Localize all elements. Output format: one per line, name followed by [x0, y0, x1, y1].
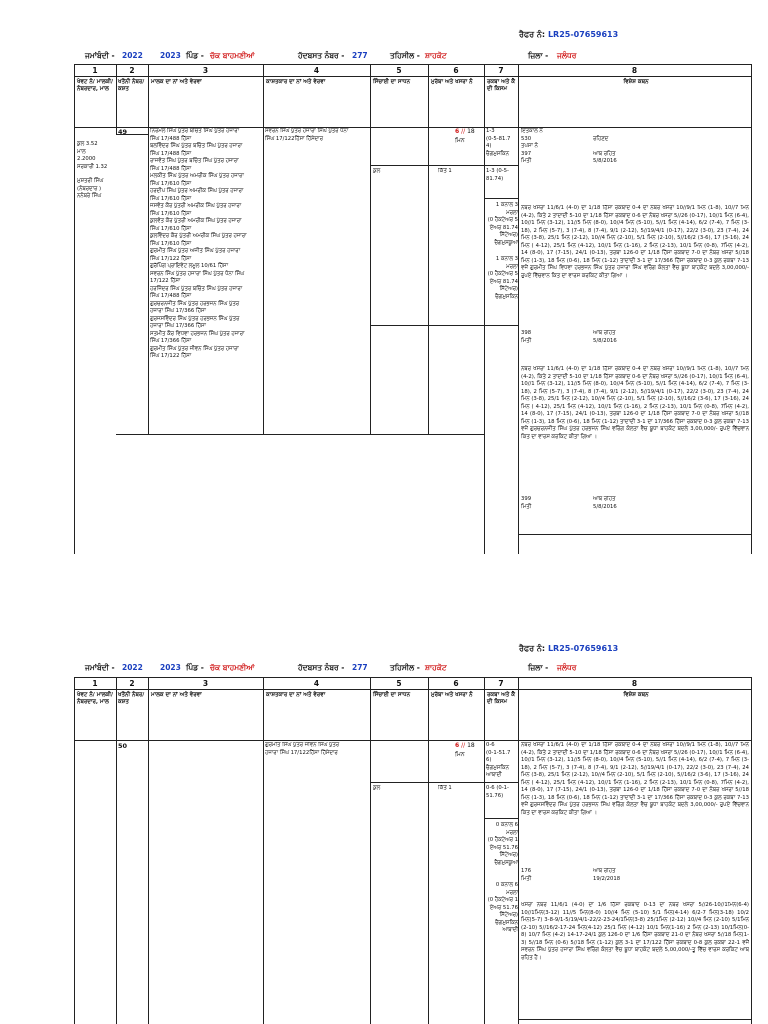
- village-name: ਚੱਕ ਬਾਹਮਣੀਆਂ: [210, 51, 255, 60]
- owner-line: ਗੁਰਮੀਤ ਸਿੰਘ ਪੁੱਤਰ ਜੀਵਨ ਸਿੰਘ ਪੁੱਤਰ ਹਜਾਰਾ: [150, 345, 239, 352]
- column-number-1: 1: [92, 66, 98, 75]
- year-from: 2022: [122, 51, 143, 60]
- hadbast-number: 277: [352, 51, 368, 60]
- hadbast-label: ਹੱਦਬਸਤ ਨੰਬਰ -: [298, 51, 345, 60]
- owner-line: ਜਸਵੰਤ ਕੌਰ ਪੁੱਤਰੀ ਅਮਰੀਕ ਸਿੰਘ ਪੁੱਤਰ ਹਜਾਰਾ: [150, 203, 242, 210]
- cultivator-cell: ਸਵਰਨ ਸਿੰਘ ਪੁੱਤਰ ਹਜਾਰਾ ਸਿੰਘ ਪੁੱਤਰ ਧੰਨਾ ਸਿੰਘ 17/122ਹਿੱਸਾ ਹਿੱਸੇਦਾਰ: [265, 128, 349, 142]
- header-irrigation: ਸਿੰਚਾਈ ਦਾ ਸਾਧਨ: [373, 692, 411, 698]
- tehsil-label: ਤਹਿਸੀਲ -: [390, 663, 420, 672]
- owner-line: 17/122 ਹਿੱਸਾ: [150, 278, 181, 285]
- owner-line: ਸਿੰਘ 17/488 ਹਿੱਸਾ: [150, 135, 192, 142]
- area-total: 1-3 (0-5- 81.74): [486, 168, 509, 182]
- owner-line: ਹਜਾਰਾ ਸਿੰਘ 17/366 ਹਿੱਸਾ: [150, 323, 206, 330]
- owner-line: ਹਜਾਰਾ ਸਿੰਘ 17/366 ਹਿੱਸਾ: [150, 308, 206, 315]
- village-name: ਚੱਕ ਬਾਹਮਣੀਆਂ: [210, 663, 255, 672]
- khatauni-number: 50: [118, 742, 128, 750]
- tehsil-label: ਤਹਿਸੀਲ -: [390, 51, 420, 60]
- owner-line: ਗੁਰਜਸਵਿੰਦਰ ਸਿੰਘ ਪੁੱਤਰ ਹਰਭਜਨ ਸਿੰਘ ਪੁੱਤਰ: [150, 315, 240, 322]
- tehsil-name: ਸ਼ਾਹਕੋਟ: [425, 51, 447, 60]
- area-cell: 0-6 (0-1-51.7 6) ਚੈਗਮੁਸਕਿਨ ਆਬਾਦੀ: [486, 742, 511, 779]
- owner-line: ਹਰਜਿੰਦਰ ਸਿੰਘ ਪੁੱਤਰ ਬਚਿੰਤ ਸਿੰਘ ਪੁੱਤਰ ਹਜਾਰਾ: [150, 285, 243, 292]
- owner-line: ਕੁਲਵਿੰਦਰ ਕੌਰ ਪੁੱਤਰੀ ਅਮਰੀਕ ਸਿੰਘ ਪੁੱਤਰ ਹਜਾਰਾ: [150, 233, 247, 240]
- owner-line: ਗੁਰਚਰਨਜੀਤ ਸਿੰਘ ਪੁੱਤਰ ਹਰਭਜਨ ਸਿੰਘ ਪੁੱਤਰ: [150, 300, 240, 307]
- owner-line: ਸਿੰਘ 17/610 ਹਿੱਸਾ: [150, 210, 192, 217]
- column-number-6: 6: [453, 679, 459, 688]
- district-label: ਜ਼ਿਲਾ -: [528, 51, 549, 60]
- hadbast-number: 277: [352, 663, 368, 672]
- year-from: 2022: [122, 663, 143, 672]
- header-khewat: ਖੇਵਟ ਨੰ/ ਮਾਲਕੀ/ ਨੰਬਰਦਾਰ, ਮਾਲ: [77, 692, 114, 706]
- area-detail-2: 1 ਕਨਾਲ 3 ਮਰਲਾ (0 ਹੈਕਟੇਅਰ 5 ਏਅਰ 81.74 ਸਿੱਟੇਅਰ) ਚੈਗਮੁਸਕਿਨ: [487, 256, 518, 300]
- owner-line: ਬਲਵਿੰਦਰ ਸਿੰਘ ਪੁੱਤਰ ਬਚਿੰਤ ਸਿੰਘ ਪੁੱਤਰ ਹਜਾਰਾ: [150, 143, 243, 150]
- owner-line: ਗੁਰਮੀਤ ਸਿੰਘ ਪੁੱਤਰ ਅਜੀਤ ਸਿੰਘ ਪੁੱਤਰ ਹਜਾਰਾ: [150, 248, 241, 255]
- district-name: ਜਲੰਧਰ: [557, 51, 577, 60]
- column-number-2: 2: [129, 66, 135, 75]
- header-owner: ਮਾਲਕ ਦਾ ਨਾਂ ਅਤੇ ਵੇਰਵਾ: [151, 79, 202, 85]
- area-detail-1: 1 ਕਨਾਲ 3 ਮਰਲਾ (0 ਹੈਕਟੇਅਰ 5 ਏਅਰ 81.74 ਸਿੱਟੇਅਰ) ਚੈਗਮੁਸਕੂਆ: [487, 202, 518, 246]
- column-number-5: 5: [396, 679, 402, 688]
- mutation-text-1: ਨੰਬਰ ਖਸਰਾ 11/6/1 (4-0) ਦਾ 1/18 ਹਿੱਸਾ ਰਕਬਾਦ 0-4 ਦਾ ਨੰਬਰ ਖਸਰਾ 10//9/1 ਮਿਨ (1-8), 10//7 ਮਿਨ (4-2), ਕਿਤੇ 2 ਤਾਦਾਦੀ 5-10 ਦਾ 1/18 ਹਿੱਸਾ ਰਕਬਾਦ 0-6 ਦਾ ਨੰਬਰ ਖਸਰਾ 5//26 (0-17), 10//1 ਮਿਨ (6-4), 10//1 ਮਿਨ (3-12), 11//5 ਮਿਨ (8-0), 10//4 ਮਿਨ (5-10), 5//1 ਮਿਨ (4-14), 6/2 (7-4), 7 ਮਿਨ (3-18), 2 ਮਿਨ (5-7), 3 (7-4), 8 (7-4), 9/1 (2-12), 5//19/4/1 (0-17), 22/2 (3-0), 23 (7-4), 24 ਮਿਨ (3-8), 25/1 ਮਿਨ (2-12), 10//4 ਮਿਨ (2-10), 5/1 ਮਿਨ (2-10), 5//16/2 (3-6), 17 (3-16), 24 ਮਿਨ ( 4-12), 25/1 ਮਿਨ (4-12), 10//1 ਮਿਨ (1-16), 2 ਮਿਨ (2-13), 10/1 ਮਿਨ (0-8), 7ਮਿਨ (4-2), 14 (8-0), 17 (7-15), 24/1 (0-13), ਤਰਬਾ 126-0 ਦਾ 1/18 ਹਿੱਸਾ ਰਕਬਾਦ 7-0 ਦਾ ਨੰਬਰ ਖਸਰਾ 5//18 ਮਿਨ (1-3), 18 ਮਿਨ (0-6), 18 ਮਿਨ (1-12) ਤਾਦਾਦੀ 3-1 ਦਾ 17/366 ਹਿੱਸਾ ਰਕਬਾਦ 0-3 ਕੁਲ ਰਕਬਾ 7-13 ਵਜੋਂ ਗੁਰਮੀਤ ਸਿੰਘ ਵਿਧਵਾ ਹਰਭਜਨ ਸਿੰਘ ਪੁੱਤਰ ਹਜਾਰਾ ਸਿੰਘ ਵਰਿੰਗ ਕੋਲਤਾ ਵੈਚ ਬੂਧਾ ਬਾਹਕੋਟ ਬਦਲੇ 3,00,000/- ਰੁਪਏ ਵਿੱਚਵਾਨ ਕਿਤ ਦਾ ਵਾਰਸ ਕਰਕਿਟ ਕੀਤਾ ਗਿਆ ।: [521, 205, 749, 279]
- column-number-7: 7: [498, 679, 504, 688]
- village-label: ਪਿੰਡ -: [186, 51, 204, 60]
- year-to: 2023: [160, 51, 181, 60]
- owner-line: ਸਿੰਘ 17/488 ਹਿੱਸਾ: [150, 293, 192, 300]
- header-khewat: ਖੇਵਟ ਨੰ/ ਮਾਲਕੀ/ ਨੰਬਰਦਾਰ, ਮਾਲ: [77, 79, 114, 93]
- header-remarks: ਵਿਸ਼ੇਸ਼ ਕਥਨ: [623, 79, 649, 85]
- mutation-block-2: 398 ਆਬ ਰਹਿਤ ਮਿਤੀ 5/8/2016: [521, 330, 617, 344]
- header-khatauni: ਖਤੌਨੀ ਨੰਬਰ/ ਕਸ਼ਤ: [118, 692, 145, 706]
- column-number-6: 6: [453, 66, 459, 75]
- mutation-text-2: ਖਸਰਾ ਨੰਬਰ 11/6/1 (4-0) ਦਾ 1/6 ਹਿੱਸਾ ਰਕਬਾਦ 0-13 ਦਾ ਨੰਬਰ ਖਸਰਾ 5//26-10//1ਮਿਨ(6-4) 10//1ਮਿਨ(3-12) 11//5 ਮਿਨ(8-0) 10//4 ਮਿਨ (5-10) 5/1 ਮਿਨ(4-14) 6/2-7 ਮਿਨ(3-18) 10/2 ਮਿਨ(5-7) 3-8-9/1-5/19/4/1-22/2-23-24/1ਮਿਨ(3-8) 25/1ਮਿਨ (2-12) 10//4 ਮਿਨ (2-10) 5/1ਮਿਨ (2-10) 5//16/2-17-24 ਮਿਨ(4-12) 25/1 ਮਿਨ (4-12) 10/1 ਮਿਨ(1-16) 2 ਮਿਨ (2-13) 10/1ਮਿਨ(0-8) 10/7 ਮਿਨ (4-2) 14-17-24/1 ਕੁਲ 126-0 ਦਾ 1/6 ਹਿੱਸਾ ਰਕਬਾਦ 21-0 ਦਾ ਨੰਬਰ ਖਸਰਾ 5//18 ਮਿਨ(1-3) 5//18 ਮਿਨ (0-6) 5//18 ਮਿਨ (1-12) ਕੁਲ 3-1 ਦਾ 17/122 ਹਿੱਸਾ ਰਕਬਾਦ 0-8 ਕੁਲ ਰਕਬਾ 22-1 ਵਜੋਂ ਸਵਰਨ ਸਿੰਘ ਪੁੱਤਰ ਹਜਾਰਾ ਸਿੰਘ ਵਰਿੰਗ ਕੋਲਤਾ ਵੈਚ ਬੂਧਾ ਬਾਹਕੋਟ ਬਦਲੇ 5,00,000/-ਤੂ ਵਿੱਚ ਵਾਰਸ ਕਰਕਿਟ ਆਬ ਰਹਿਤ ਹੈ।: [521, 902, 749, 961]
- owner-line: ਸਿੰਘ 17/610 ਹਿੱਸਾ: [150, 240, 192, 247]
- reference-number: ਰੈਫਰ ਨੰ: LR25-07659613: [519, 644, 619, 653]
- district-label: ਜ਼ਿਲਾ -: [528, 663, 549, 672]
- owner-line: ਸਿੰਘ 17/610 ਹਿੱਸਾ: [150, 225, 192, 232]
- mutation-text-1: ਨੰਬਰ ਖਸਰਾ 11/6/1 (4-0) ਦਾ 1/18 ਹਿੱਸਾ ਰਕਬਾਦ 0-4 ਦਾ ਨੰਬਰ ਖਸਰਾ 10//9/1 ਮਿਨ (1-8), 10//7 ਮਿਨ (4-2), ਕਿਤੇ 2 ਤਾਦਾਦੀ 5-10 ਦਾ 1/18 ਹਿੱਸਾ ਰਕਬਾਦ 0-6 ਦਾ ਨੰਬਰ ਖਸਰਾ 5//26 (0-17), 10//1 ਮਿਨ (6-4), 10//1 ਮਿਨ (3-12), 11//5 ਮਿਨ (8-0), 10//4 ਮਿਨ (5-10), 5//1 ਮਿਨ (4-14), 6/2 (7-4), 7 ਮਿਨ (3-18), 2 ਮਿਨ (5-7), 3 (7-4), 8 (7-4), 9/1 (2-12), 5//19/4/1 (0-17), 22/2 (3-0), 23 (7-4), 24 ਮਿਨ (3-8), 25/1 ਮਿਨ (2-12), 10//4 ਮਿਨ (2-10), 5/1 ਮਿਨ (2-10), 5//16/2 (3-6), 17 (3-16), 24 ਮਿਨ ( 4-12), 25/1 ਮਿਨ (4-12), 10//1 ਮਿਨ (1-16), 2 ਮਿਨ (2-13), 10/1 ਮਿਨ (0-8), 7ਮਿਨ (4-2), 14 (8-0), 17 (7-15), 24/1 (0-13), ਤਰਬਾ 126-0 ਦਾ 1/18 ਹਿੱਸਾ ਰਕਬਾਦ 7-0 ਦਾ ਨੰਬਰ ਖਸਰਾ 5//18 ਮਿਨ (1-3), 18 ਮਿਨ (0-6), 18 ਮਿਨ (1-12) ਤਾਦਾਦੀ 3-1 ਦਾ 17/366 ਹਿੱਸਾ ਰਕਬਾਦ 0-3 ਕੁਲ ਰਕਬਾ 7-13 ਵਜੋਂ ਗੁਰਜਸਵਿੰਦਰ ਸਿੰਘ ਪੁੱਤਰ ਹਰਭਜਨ ਸਿੰਘ ਵਰਿੰਗ ਕੋਲਤਾ ਵੈਚ ਬੂਧਾ ਬਾਹਕੋਟ ਬਦਲੇ 3,00,000/- ਰੁਪਏ ਵਿੱਚਵਾਨ ਕਿਤ ਦਾ ਵਾਰਸ ਕਰਕਿਟ ਕੀਤਾ ਗਿਆ ।: [521, 742, 749, 816]
- owner-line: ਹਰਦੀਪ ਸਿੰਘ ਪੁੱਤਰ ਅਮਰੀਕ ਸਿੰਘ ਪੁੱਤਰ ਹਜਾਰਾ: [150, 188, 244, 195]
- district-name: ਜਲੰਧਰ: [557, 663, 577, 672]
- column-number-4: 4: [313, 66, 320, 75]
- owner-line: ਸਿੰਘ 17/610 ਹਿੱਸਾ: [150, 195, 192, 202]
- column-number-5: 5: [396, 66, 402, 75]
- owner-line: ਕੁਲਵੰਤ ਕੌਰ ਪੁੱਤਰੀ ਅਮਰੀਕ ਸਿੰਘ ਪੁੱਤਰ ਹਜਾਰਾ: [150, 218, 242, 225]
- column-number-3: 3: [202, 679, 209, 688]
- mutation-block-2: 176 ਆਬ ਰਹਿਤ ਮਿਤੀ 19/2/2018: [521, 868, 621, 882]
- owner-line: ਸਵਰਨ ਸਿੰਘ ਪੁੱਤਰ ਹਜਾਰਾ ਸਿੰਘ ਪੁੱਤਰ ਧੰਨਾ ਸਿੰਘ: [150, 270, 245, 277]
- header-owner: ਮਾਲਕ ਦਾ ਨਾਂ ਅਤੇ ਵੇਰਵਾ: [151, 692, 202, 698]
- murabba-khasra: 6 // 18 ਮਿਨ: [455, 128, 475, 144]
- area-total: 0-6 (0-1- 51.76): [486, 785, 509, 799]
- mutation-text-2: ਨੰਬਰ ਖਸਰਾ 11/6/1 (4-0) ਦਾ 1/18 ਹਿੱਸਾ ਰਕਬਾਦ 0-4 ਦਾ ਨੰਬਰ ਖਸਰਾ 10//9/1 ਮਿਨ (1-8), 10//7 ਮਿਨ (4-2), ਕਿਤੇ 2 ਤਾਦਾਦੀ 5-10 ਦਾ 1/18 ਹਿੱਸਾ ਰਕਬਾਦ 0-6 ਦਾ ਨੰਬਰ ਖਸਰਾ 5//26 (0-17), 10//1 ਮਿਨ (6-4), 10//1 ਮਿਨ (3-12), 11//5 ਮਿਨ (8-0), 10//4 ਮਿਨ (5-10), 5//1 ਮਿਨ (4-14), 6/2 (7-4), 7 ਮਿਨ (3-18), 2 ਮਿਨ (5-7), 3 (7-4), 8 (7-4), 9/1 (2-12), 5//19/4/1 (0-17), 22/2 (3-0), 23 (7-4), 24 ਮਿਨ (3-8), 25/1 ਮਿਨ (2-12), 10//4 ਮਿਨ (2-10), 5/1 ਮਿਨ (2-10), 5//16/2 (3-6), 17 (3-16), 24 ਮਿਨ ( 4-12), 25/1 ਮਿਨ (4-12), 10//1 ਮਿਨ (1-16), 2 ਮਿਨ (2-13), 10/1 ਮਿਨ (0-8), 7ਮਿਨ (4-2), 14 (8-0), 17 (7-15), 24/1 (0-13), ਤਰਬਾ 126-0 ਦਾ 1/18 ਹਿੱਸਾ ਰਕਬਾਦ 7-0 ਦਾ ਨੰਬਰ ਖਸਰਾ 5//18 ਮਿਨ (1-3), 18 ਮਿਨ (0-6), 18 ਮਿਨ (1-12) ਤਾਦਾਦੀ 3-1 ਦਾ 17/366 ਹਿੱਸਾ ਰਕਬਾਦ 0-3 ਕੁਲ ਰਕਬਾ 7-13 ਵਜੋਂ ਗੁਰਚਰਨਜੀਤ ਸਿੰਘ ਪੁੱਤਰ ਹਰਭਜਨ ਸਿੰਘ ਵਰਿੰਗ ਕੋਲਤਾ ਵੈਚ ਬੂਧਾ ਬਾਹਕੋਟ ਬਦਲੇ 3,00,000/- ਰੁਪਏ ਵਿੱਚਵਾਨ ਕਿਤ ਦਾ ਵਾਰਸ ਕਰਕਿਟ ਕੀਤਾ ਗਿਆ ।: [521, 366, 749, 440]
- irrigation-total: ਕੁਲ: [373, 168, 381, 174]
- column-number-3: 3: [202, 66, 209, 75]
- village-label: ਪਿੰਡ -: [186, 663, 204, 672]
- murabba-khasra: 6 // 18 ਮਿਨ: [455, 742, 475, 758]
- header-murabba: ਮੁਰੱਬਾ ਅਤੇ ਖਸਰਾ ਨੰ: [431, 692, 473, 698]
- owner-line: ਸਿੰਘ 17/488 ਹਿੱਸਾ: [150, 165, 192, 172]
- header-cultivator: ਕਾਸ਼ਤਕਾਰ ਦਾ ਨਾਂ ਅਤੇ ਵੇਰਵਾ: [266, 79, 326, 85]
- khatauni-number: 49: [118, 128, 128, 136]
- owner-line: ਸਿੰਘ 17/366 ਹਿੱਸਾ: [150, 338, 192, 345]
- header-khatauni: ਖਤੌਨੀ ਨੰਬਰ/ ਕਸ਼ਤ: [118, 79, 145, 93]
- column-number-8: 8: [631, 66, 638, 75]
- owner-line: ਸਿੰਘ 17/488 ਹਿੱਸਾ: [150, 150, 192, 157]
- column-number-8: 8: [631, 679, 638, 688]
- header-remarks: ਵਿਸ਼ੇਸ਼ ਕਥਨ: [623, 692, 649, 698]
- cultivator-cell: ਗੁਰਮੀਤ ਸਿੰਘ ਪੁੱਤਰ ਜੀਵਨ ਸਿੰਘ ਪੁੱਤਰ ਹਜਾਰਾ ਸਿੰਘ 17/122ਹਿੱਸਾ ਹਿੱਸੇਦਾਰ: [265, 742, 340, 756]
- owner-line: ਸਿੰਘ 17/610 ਹਿੱਸਾ: [150, 180, 192, 187]
- mutation-block-3: 399 ਆਬ ਰਹਿਤ ਮਿਤੀ 5/8/2016: [521, 496, 617, 510]
- column-number-4: 4: [313, 679, 320, 688]
- header-cultivator: ਕਾਸ਼ਤਕਾਰ ਦਾ ਨਾਂ ਅਤੇ ਵੇਰਵਾ: [266, 692, 326, 698]
- owner-line: ਰਾਜਵੰਤ ਸਿੰਘ ਪੁੱਤਰ ਬਚਿੰਤ ਸਿੰਘ ਪੁੱਤਰ ਹਜਾਰਾ: [150, 158, 239, 165]
- owner-line: ਸਤਮੀਤ ਕੌਰ ਵਿਧਵਾ ਹਰਭਜਨ ਸਿੰਘ ਪੁੱਤਰ ਹਜਾਰਾ: [150, 330, 245, 337]
- mutation-block-1: ਇੰਤਕਾਲ ਨੰ 530 ਰਹਿਣਦ ਤਪਸਾ ਨੰ 397 ਆਬ ਰਹਿਤ ਮਿਤੀ 5/8/2016: [521, 128, 617, 165]
- column-number-7: 7: [498, 66, 504, 75]
- hadbast-label: ਹੱਦਬਸਤ ਨੰਬਰ -: [298, 663, 345, 672]
- owner-line: ਗੁਰੱਪਿੰਗ ਪ੍ਰਾਇਵੇਟ ਲਮੂਲ 10/61 ਹਿੱਸਾ: [150, 263, 228, 270]
- area-detail-1: 0 ਕਨਾਲ 6 ਮਰਲਾ (0 ਹੈਕਟੇਅਰ 1 ਏਅਰ 51.76 ਸਿੱਟੇਅਰ) ਚੈਗਮੁਸਕੂਆ: [487, 822, 518, 866]
- owner-line: ਸਿੰਘ 17/122 ਹਿੱਸਾ: [150, 353, 192, 360]
- column-number-1: 1: [92, 679, 98, 688]
- reference-number: ਰੈਫਰ ਨੰ: LR25-07659613: [519, 30, 619, 39]
- header-irrigation: ਸਿੰਚਾਈ ਦਾ ਸਾਧਨ: [373, 79, 411, 85]
- column-number-2: 2: [129, 679, 135, 688]
- murabba-total: ਕਿੱਤੇ 1: [438, 785, 452, 791]
- tehsil-name: ਸ਼ਾਹਕੋਟ: [425, 663, 447, 672]
- year-to: 2023: [160, 663, 181, 672]
- owner-line: ਸਿੰਘ 17/122 ਹਿੱਸਾ: [150, 255, 192, 262]
- header-area: ਰਕਬਾ ਅਤੇ ਕੈ ਦੀ ਕਿਸਮ: [487, 692, 515, 706]
- owner-line: ਨਿਰਮਲ ਸਿੰਘ ਪੁੱਤਰ ਬਚਿੰਤ ਸਿੰਘ ਪੁੱਤਰ ਹਜਾਰਾ: [150, 128, 239, 134]
- header-murabba: ਮੁਰੱਬਾ ਅਤੇ ਖਸਰਾ ਨੰ: [431, 79, 473, 85]
- murabba-total: ਕਿੱਤੇ 1: [438, 168, 452, 174]
- year-label: ਜਮਾਂਬੰਦੀ -: [85, 663, 115, 672]
- header-area: ਰਕਬਾ ਅਤੇ ਕੈ ਦੀ ਕਿਸਮ: [487, 79, 515, 93]
- area-cell: 1-3 (0-5-81.7 4) ਚੈਗਮੁਸਕਿਨ: [486, 128, 511, 157]
- year-label: ਜਮਾਂਬੰਦੀ -: [85, 51, 115, 60]
- owner-line: ਮਲਕੀਤ ਸਿੰਘ ਪੁੱਤਰ ਅਮਰੀਕ ਸਿੰਘ ਪੁੱਤਰ ਹਜਾਰਾ: [150, 173, 244, 180]
- irrigation-total: ਕੁਲ: [373, 785, 381, 791]
- area-detail-2: 0 ਕਨਾਲ 6 ਮਰਲਾ (0 ਹੈਕਟੇਅਰ 1 ਏਅਰ 51.76 ਸਿੱਟੇਅਰ) ਚੈਗਮੁਸਕਿਨ ਆਬਾਦੀ: [487, 882, 518, 934]
- khewat-cell: ਕੁਲ 3.52 ਮਾਲ 2.2000 ਸਰਕਾਰੀ 1.32 ਮੁਸ਼ਤਰੀ ਸਿੰਘ (ਨੰਬਰਦਾਰ ) ਨਨੰਬਰੇ ਸਿੰਘ: [77, 141, 108, 200]
